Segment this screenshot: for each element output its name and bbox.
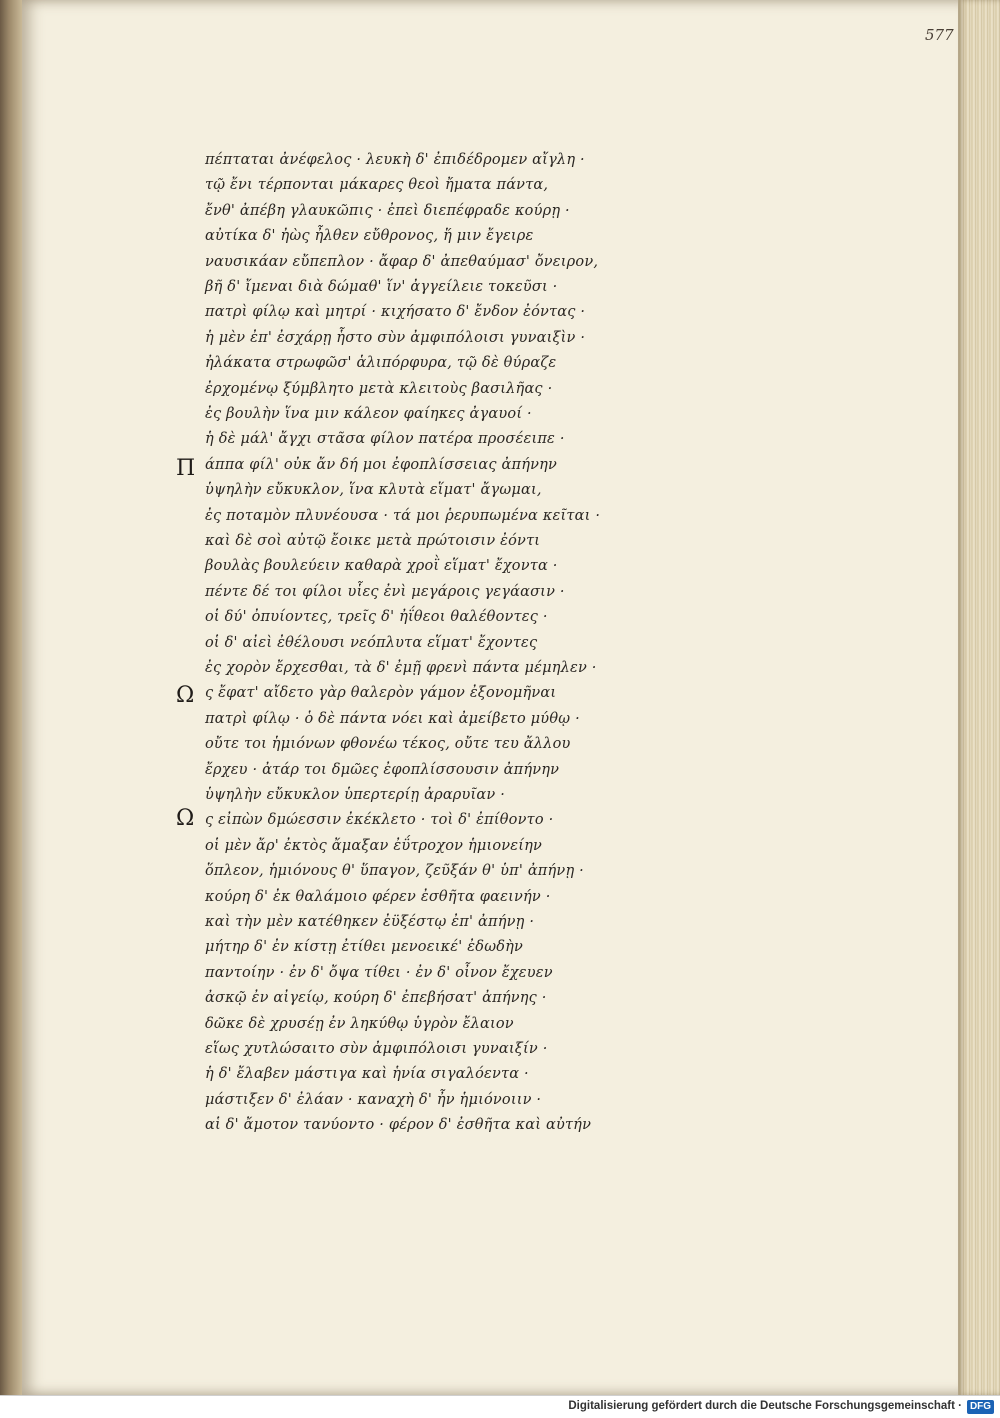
text-line: ἐρχομένῳ ξύμβλητο μετὰ κλειτοὺς βασιλῆας · [205, 380, 553, 397]
text-line: αὐτίκα δ' ἠὼς ἦλθεν εὔθρονος, ἥ μιν ἔγειρε [205, 228, 534, 245]
text-line: ἐς βουλὴν ἵνα μιν κάλεον φαίηκες ἀγαυοί · [205, 406, 532, 422]
text-line: ἔνθ' ἀπέβη γλαυκῶπις · ἐπεὶ διεπέφραδε κούρῃ · [205, 202, 570, 219]
text-line: πατρὶ φίλῳ · ὁ δὲ πάντα νόει καὶ ἀμείβετο μύθῳ · [205, 710, 580, 727]
text-line: κούρη δ' ἐκ θαλάμοιο φέρεν ἐσθῆτα φαεινήν · [205, 888, 551, 905]
text-line: οὔτε τοι ἡμιόνων φθονέω τέκος, οὔτε τευ ἄλλου [205, 736, 571, 753]
folio-number: 577 [925, 26, 954, 44]
text-line: πέπταται ἀνέφελος · λευκὴ δ' ἐπιδέδρομεν αἴγλη · [205, 152, 585, 168]
funding-credit: Digitalisierung gefördert durch die Deutsche Forschungsgemeinschaft · [568, 1400, 962, 1412]
initial-letter: Π [176, 456, 196, 481]
text-line: οἱ δ' αἰεὶ ἐθέλουσι νεόπλυτα εἵματ' ἔχοντες [205, 634, 538, 651]
text-line: ὑψηλὴν εὔκυκλον, ἵνα κλυτὰ εἵματ' ἄγωμαι, [205, 482, 542, 499]
text-line: ναυσικάαν εὔπεπλον · ἄφαρ δ' ἀπεθαύμασ' ὄνειρον, [205, 253, 599, 270]
text-line: εἵως χυτλώσαιτο σὺν ἀμφιπόλοισι γυναιξίν · [205, 1041, 548, 1057]
text-line: άππα φίλ' οὐκ ἄν δή μοι ἐφοπλίσσειας ἀπήνην [205, 456, 558, 473]
text-line: οἱ δύ' ὀπυίοντες, τρεῖς δ' ἠΐθεοι θαλέθοντες · [205, 609, 548, 626]
text-line: ἀσκῷ ἐν αἰγείῳ, κούρη δ' ἐπεβήσατ' ἀπήνης · [205, 990, 547, 1007]
text-line: καὶ δὲ σοὶ αὐτῷ ἔοικε μετὰ πρώτοισιν ἐόντι [205, 533, 541, 549]
text-line: ὅπλεον, ἡμιόνους θ' ὕπαγον, ζεῦξάν θ' ὑπ' ἀπήνῃ · [205, 863, 584, 880]
text-line: τῷ ἔνι τέρπονται μάκαρες θεοὶ ἤματα πάντα, [205, 177, 549, 194]
text-line: ς εἰπὼν δμώεσσιν ἐκέκλετο · τοὶ δ' ἐπίθοντο · [205, 812, 554, 829]
text-line: ἐς χορὸν ἔρχεσθαι, τὰ δ' ἐμῇ φρενὶ πάντα μέμηλεν · [205, 660, 597, 676]
text-line: παντοίην · ἐν δ' ὄψα τίθει · ἐν δ' οἶνον ἔχευεν [205, 964, 553, 981]
footer-bar [0, 1395, 1000, 1418]
text-line: μάστιξεν δ' ἐλάαν · καναχὴ δ' ἦν ἡμιόνοιιν · [205, 1091, 542, 1108]
text-line: ἔρχευ · ἀτάρ τοι δμῶες ἐφοπλίσσουσιν ἀπήνην [205, 761, 560, 778]
text-line: αἱ δ' ἄμοτον τανύοντο · φέρον δ' ἐσθῆτα καὶ αὐτήν [205, 1117, 592, 1134]
text-line: οἱ μὲν ἄρ' ἐκτὸς ἄμαξαν ἐΰτροχον ἡμιονείην [205, 837, 543, 854]
initial-letter: Ω [176, 683, 195, 708]
text-line: ἡ δ' ἔλαβεν μάστιγα καὶ ἡνία σιγαλόεντα · [205, 1066, 529, 1083]
text-line: ἡ δὲ μάλ' ἄγχι στᾶσα φίλον πατέρα προσέειπε · [205, 431, 565, 448]
text-line: ς ἔφατ' αἴδετο γὰρ θαλερὸν γάμον ἐξονομῆναι [205, 685, 557, 702]
text-line: ἡ μὲν ἐπ' ἐσχάρῃ ἧστο σὺν ἀμφιπόλοισι γυναιξὶν · [205, 329, 586, 346]
text-line: πατρὶ φίλῳ καὶ μητρί · κιχήσατο δ' ἔνδον ἐόντας · [205, 304, 586, 321]
text-line: ὑψηλὴν εὔκυκλον ὑπερτερίῃ ἀραρυῖαν · [205, 787, 506, 803]
text-line: βουλὰς βουλεύειν καθαρὰ χροῒ εἵματ' ἔχοντα · [205, 558, 558, 575]
text-line: πέντε δέ τοι φίλοι υἷες ἐνὶ μεγάροις γεγάασιν · [205, 583, 565, 600]
text-line: δῶκε δὲ χρυσέῃ ἐν ληκύθῳ ὑγρὸν ἔλαιον [205, 1015, 514, 1032]
text-line: ἠλάκατα στρωφῶσ' ἁλιπόρφυρα, τῷ δὲ θύραζε [205, 355, 557, 372]
text-line: βῆ δ' ἴμεναι διὰ δώμαθ' ἵν' ἀγγείλειε τοκεῦσι · [205, 279, 558, 295]
dfg-logo: DFG [967, 1400, 994, 1414]
text-line: καὶ τὴν μὲν κατέθηκεν ἐϋξέστῳ ἐπ' ἀπήνῃ · [205, 914, 535, 930]
text-line: μήτηρ δ' ἐν κίστῃ ἐτίθει μενοεικέ' ἐδωδὴν [205, 939, 524, 956]
text-line: ἐς ποταμὸν πλυνέουσα · τά μοι ῥερυπωμένα κεῖται · [205, 507, 601, 524]
initial-letter: Ω [176, 806, 195, 831]
